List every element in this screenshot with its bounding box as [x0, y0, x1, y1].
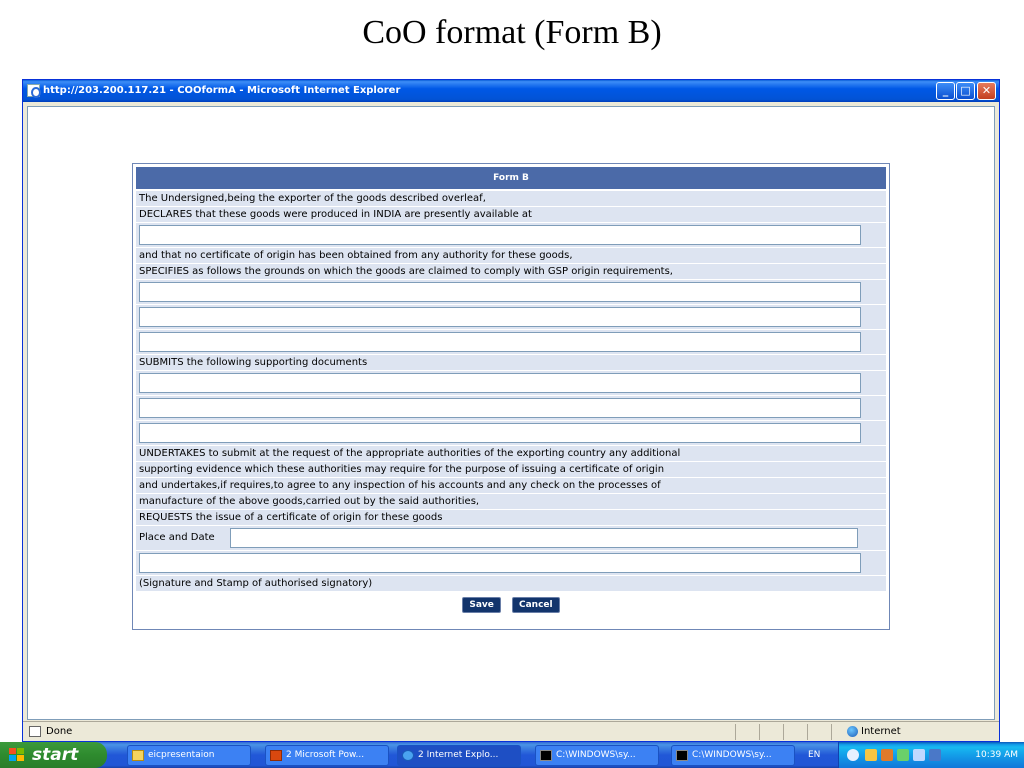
status-divider: [735, 724, 736, 740]
cmd-icon: [676, 750, 688, 761]
save-button[interactable]: Save: [462, 597, 501, 613]
grounds-input-3[interactable]: [139, 332, 861, 352]
grounds-row-2: [136, 305, 886, 329]
documents-row-3: [136, 421, 886, 445]
taskbar-item-label: eicpresentaion: [148, 750, 215, 760]
tray-icon[interactable]: [913, 749, 925, 761]
form-line-specifies: SPECIFIES as follows the grounds on which the goods are claimed to comply with GSP origin requirements,: [136, 264, 886, 279]
powerpoint-icon: [270, 750, 282, 761]
taskbar-item-eicpresentaion[interactable]: [127, 745, 251, 766]
taskbar-item-label: C:\WINDOWS\sy...: [692, 750, 772, 760]
status-bar: [23, 721, 999, 741]
taskbar-item-powerpoint[interactable]: [265, 745, 389, 766]
zone-label: Internet: [861, 726, 901, 737]
form-buttons: [136, 592, 886, 614]
tray-icon[interactable]: [897, 749, 909, 761]
form-line-exporter: The Undersigned,being the exporter of the goods described overleaf,: [136, 191, 886, 206]
windows-logo-icon: [9, 748, 25, 762]
grounds-input-1[interactable]: [139, 282, 861, 302]
ie-window: [22, 79, 1000, 742]
tray-arrow-icon[interactable]: [847, 749, 859, 761]
form-line-no-certificate: and that no certificate of origin has been obtained from any authority for these goods,: [136, 248, 886, 263]
available-at-input[interactable]: [139, 225, 861, 245]
documents-row-1: [136, 371, 886, 395]
signature-input[interactable]: [139, 553, 861, 573]
system-tray: [838, 742, 1024, 768]
place-date-row: [136, 526, 886, 550]
form-line-signature: (Signature and Stamp of authorised signatory): [136, 576, 886, 591]
grounds-input-2[interactable]: [139, 307, 861, 327]
security-zone: [845, 724, 901, 740]
documents-input-3[interactable]: [139, 423, 861, 443]
status-divider: [759, 724, 760, 740]
form-line-manufacture: manufacture of the above goods,carried out by the said authorities,: [136, 494, 886, 509]
cmd-icon: [540, 750, 552, 761]
page-done-icon: [29, 726, 41, 737]
taskbar-item-label: 2 Microsoft Pow...: [286, 750, 365, 760]
taskbar-item-internet-explorer[interactable]: [397, 745, 521, 766]
ie-icon: [402, 750, 414, 761]
maximize-button[interactable]: □: [956, 82, 975, 100]
form-line-requests: REQUESTS the issue of a certificate of origin for these goods: [136, 510, 886, 525]
grounds-row-3: [136, 330, 886, 354]
form-line-declares: DECLARES that these goods were produced in INDIA are presently available at: [136, 207, 886, 222]
form-line-undertakes: UNDERTAKES to submit at the request of the appropriate authorities of the exporting country any additional: [136, 446, 886, 461]
documents-row-2: [136, 396, 886, 420]
form-line-inspection: and undertakes,if requires,to agree to any inspection of his accounts and any check on the processes of: [136, 478, 886, 493]
slide-title: CoO format (Form B): [362, 14, 662, 51]
start-button[interactable]: [0, 742, 107, 768]
documents-input-1[interactable]: [139, 373, 861, 393]
taskbar-item-label: C:\WINDOWS\sy...: [556, 750, 636, 760]
status-divider: [807, 724, 808, 740]
tray-icon[interactable]: [929, 749, 941, 761]
taskbar-item-cmd-1[interactable]: [535, 745, 659, 766]
taskbar-item-label: 2 Internet Explo...: [418, 750, 499, 760]
grounds-row-1: [136, 280, 886, 304]
tray-icon[interactable]: [881, 749, 893, 761]
language-indicator[interactable]: EN: [808, 750, 821, 760]
place-date-input[interactable]: [230, 528, 858, 548]
place-date-label: Place and Date: [139, 532, 215, 543]
form-line-evidence: supporting evidence which these authorities may require for the purpose of issuing a certificate of origin: [136, 462, 886, 477]
form-b-panel: [132, 163, 890, 630]
window-title: http://203.200.117.21 - COOformA - Microsoft Internet Explorer: [43, 85, 401, 96]
available-at-row: [136, 223, 886, 247]
tray-icon[interactable]: [865, 749, 877, 761]
browser-viewport: [27, 106, 995, 720]
close-button[interactable]: ✕: [977, 82, 996, 100]
taskbar-item-cmd-2[interactable]: [671, 745, 795, 766]
window-titlebar[interactable]: [23, 80, 999, 102]
status-divider: [783, 724, 784, 740]
signature-row: [136, 551, 886, 575]
ie-icon: [27, 84, 40, 97]
taskbar: [0, 742, 1024, 768]
internet-globe-icon: [847, 726, 858, 737]
folder-icon: [132, 750, 144, 761]
clock[interactable]: 10:39 AM: [975, 750, 1018, 760]
cancel-button[interactable]: Cancel: [512, 597, 560, 613]
form-header: Form B: [136, 167, 886, 189]
documents-input-2[interactable]: [139, 398, 861, 418]
status-text: Done: [46, 726, 73, 737]
start-label: start: [32, 745, 79, 765]
minimize-button[interactable]: _: [936, 82, 955, 100]
status-divider: [831, 724, 832, 740]
form-line-submits: SUBMITS the following supporting documents: [136, 355, 886, 370]
